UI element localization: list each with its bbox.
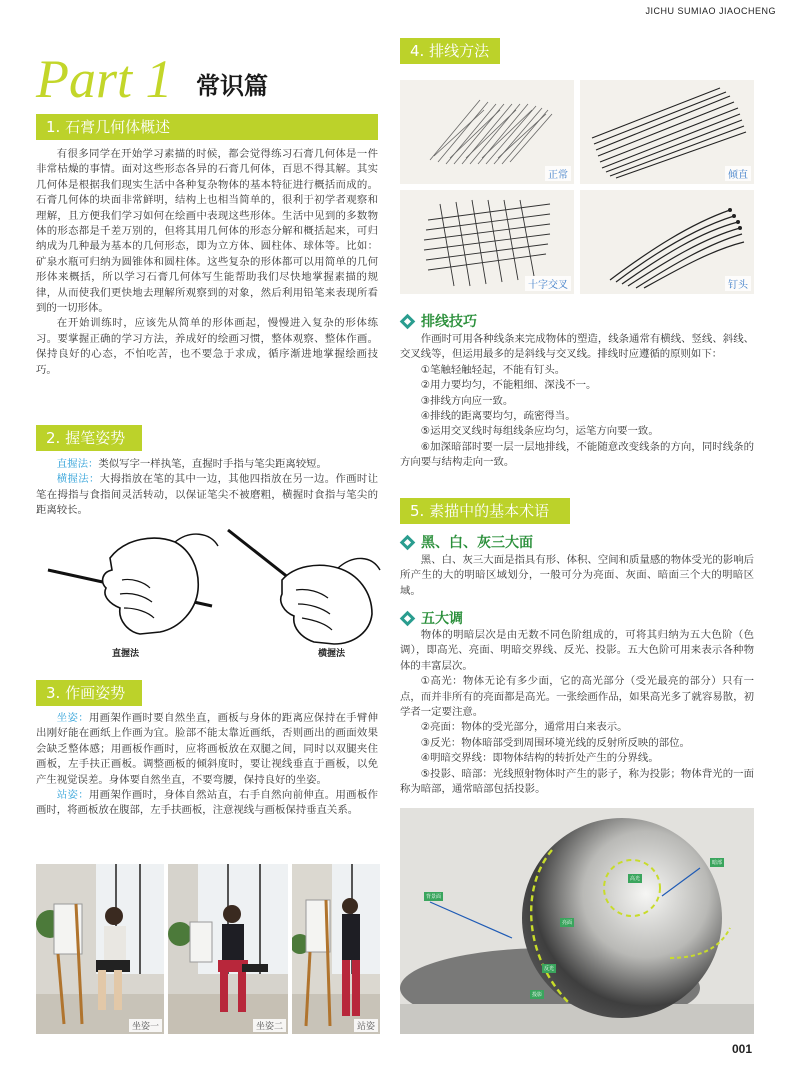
grip-horizontal-label: 横握法： [56, 473, 100, 486]
reflect-label: 反光 [544, 966, 555, 972]
horizontal-grip-caption: 横握法 [318, 649, 346, 659]
three-tones-paragraph: 黑、白、灰三大面是指具有形、体积、空间和质量感的物体受光的影响后所产生的大的明暗区域划分，一般可分为亮面、灰面、暗面三个大的明暗区域。 [400, 554, 754, 597]
five-tones-terminator: ④明暗交界线：即物体结构的转折处产生的分界线。 [420, 752, 659, 765]
grip-straight-label: 直握法： [56, 458, 99, 470]
section-4-heading: 4. 排线方法 [400, 38, 500, 64]
background-label: 背景面 [426, 894, 442, 900]
three-tones-title: 黑、白、灰三大面 [421, 535, 533, 551]
hatching-tips-intro: 作画时可用各种线条来完成物体的塑造，线条通常有横线、竖线、斜线、交叉线等，但运用最多的是斜线与交叉线。排线时应遵循的原则如下： [400, 333, 754, 361]
hatching-tip-5: ⑤运用交叉线时每组线条应均匀，运笔方向要一致。 [420, 425, 659, 438]
hatching-nailhead-sample [580, 190, 754, 294]
straight-grip-illustration [40, 528, 220, 660]
hatching-cross-sample [400, 190, 574, 294]
five-tones-shadow: ⑤投影、暗部：光线照射物体时产生的影子，称为投影；物体背光的一面称为暗部，通常暗部包括投影。 [400, 767, 754, 796]
hatching-upright-sample [580, 80, 754, 184]
sitting-pose-one-photo [36, 864, 164, 1034]
bright-face-label: 亮面 [562, 920, 573, 926]
section-1-paragraph-2: 在开始训练时，应该先从简单的形体画起，慢慢进入复杂的形体练习。要掌握正确的学习方法，养成好的绘画习惯，整体观察、整体作画。保持良好的心态，不怕吃苦，也不要急于求成，循序渐进地掌握绘画技巧。 [36, 317, 378, 376]
part-title: Part 1 [36, 49, 173, 109]
hatching-tips-body [400, 332, 754, 471]
five-tones-heading [400, 608, 463, 628]
sphere-sketch-image [400, 808, 754, 1034]
header-code: JICHU SUMIAO JIAOCHENG [645, 6, 776, 16]
section-2-heading: 2. 握笔姿势 [36, 425, 142, 451]
standing-pose-caption: 站姿 [354, 1019, 378, 1032]
horizontal-grip-illustration [222, 528, 382, 660]
sitting-text: 用画架作画时要自然坐直，画板与身体的距离应保持在手臂伸出刚好能在画纸上作画为宜。脸部不能太靠近画纸，否则画出的画面效果会缺乏整体感；用画板作画时，应将画板放在双腿之间，同时以双腿夹住画板，左手扶正画板。调整画板的倾斜度时，要让视线垂直于画板，以免产生视觉误差。身体要自然坐直，不要弯腰，保持良好的坐姿。 [36, 712, 379, 786]
section-1-heading: 1. 石膏几何体概述 [36, 114, 378, 140]
straight-grip-caption: 直握法 [112, 649, 140, 659]
five-tones-highlight: ①高光：物体无论有多少面，它的高光部分（受光最亮的部分）只有一点，而并非所有的亮面都是高光。一张绘画作品，如果高光多了就容易散，初学者一定要注意。 [400, 675, 754, 719]
highlight-label: 高光 [630, 876, 641, 882]
sitting-pose-one-caption: 坐姿一 [129, 1019, 162, 1032]
section-3-heading: 3. 作画姿势 [36, 680, 142, 706]
hatching-tip-4: ④排线的距离要均匀，疏密得当。 [420, 410, 576, 423]
three-tones-heading [400, 532, 533, 552]
hatching-tip-3: ③排线方向应一致。 [420, 394, 514, 407]
sphere-sketch-drawing [400, 808, 754, 1034]
hatching-upright-caption: 倾直 [725, 166, 751, 181]
diamond-bullet-icon [400, 313, 416, 329]
hatching-tip-1: ①笔触轻触轻起，不能有钉头。 [420, 363, 566, 376]
dark-label: 暗部 [712, 860, 723, 866]
sitting-pose-two-caption: 坐姿二 [253, 1019, 286, 1032]
three-tones-body [400, 553, 754, 599]
standing-pose-photo [292, 864, 380, 1034]
hatching-cross-caption: 十字交叉 [525, 276, 571, 291]
five-tones-bright: ②亮面：物体的受光部分，通常用白来表示。 [420, 721, 628, 734]
standing-text: 用画架作画时，身体自然站直，右手自然向前伸直。用画板作画时，将画板放在腹部，左手扶画板，注意视线与画板保持垂直关系。 [36, 789, 379, 817]
hatching-tips-title: 排线技巧 [421, 314, 477, 330]
grip-horizontal-text: 大拇指放在笔的其中一边，其他四指放在另一边。作画时让笔在拇指与食指间灵活转动，以保证笔尖不被磨粗，横握时食指与笔尖的距离较长。 [36, 473, 379, 517]
hatching-tips-heading [400, 311, 477, 331]
shadow-label: 投影 [532, 992, 543, 998]
five-tones-reflect: ③反光：物体暗部受到周围环境光线的反射所反映的部位。 [420, 736, 690, 749]
straight-grip-hand-drawing [40, 528, 220, 648]
hatching-normal-sample [400, 80, 574, 184]
hatching-tip-2: ②用力要均匀，不能粗细、深浅不一。 [420, 379, 597, 392]
sitting-label: 坐姿： [56, 712, 89, 724]
five-tones-title: 五大调 [421, 611, 463, 627]
section-5-heading: 5. 素描中的基本术语 [400, 498, 570, 524]
hatching-normal-caption: 正常 [545, 166, 571, 181]
horizontal-grip-hand-drawing [222, 528, 382, 648]
diamond-bullet-icon [400, 534, 416, 550]
grip-straight-text: 类似写字一样执笔，直握时手指与笔尖距离较短。 [98, 458, 327, 470]
section-1-body [36, 147, 378, 378]
standing-label: 站姿： [56, 789, 89, 802]
five-tones-paragraph: 物体的明暗层次是由无数不同色阶组成的，可将其归纳为五大色阶（色调），即高光、亮面、明暗交界线、反光、投影。五大色阶可用来表示各种物体的丰富层次。 [400, 629, 754, 672]
section-2-body [36, 457, 378, 519]
hatching-nailhead-caption: 钉头 [725, 276, 751, 291]
sitting-pose-two-photo [168, 864, 288, 1034]
page-number: 001 [731, 1042, 752, 1056]
diamond-bullet-icon [400, 610, 416, 626]
five-tones-body [400, 628, 754, 797]
part-subtitle: 常识篇 [196, 72, 268, 100]
section-1-paragraph-1: 有很多同学在开始学习素描的时候，都会觉得练习石膏几何体是一件非常枯燥的事情。面对这些形态各异的石膏几何体，百思不得其解。其实几何体是根据我们现实生活中各种复杂物体的基本特征进行概括而成的。石膏几何体的块面非常鲜明，结构上也相当简单的，很利于初学者观察和理解，且方便我们学习如何在绘画中表现这些形体。生活中见到的多数物体的形态都是千差万别的，但将其用几何体的形态分解和概括起来，可归纳成为几种最为基本的几何形态，即为立方体、圆柱体、球体等。比如：矿泉水瓶可归纳为圆锥体和圆柱体。这些复杂的形体都可以用简单的几何形体来概括，所以学习石膏几何体写生能帮助我们尽快地掌握素描的规律，从而使我们更快地去理解所观察到的对象，然后利用铅笔来表现所看到的一切形体。 [36, 148, 378, 315]
section-3-body [36, 711, 378, 819]
hatching-tip-6: ⑥加深暗部时要一层一层地排线，不能随意改变线条的方向，同时线条的方向要与结构走向一致。 [400, 440, 754, 469]
